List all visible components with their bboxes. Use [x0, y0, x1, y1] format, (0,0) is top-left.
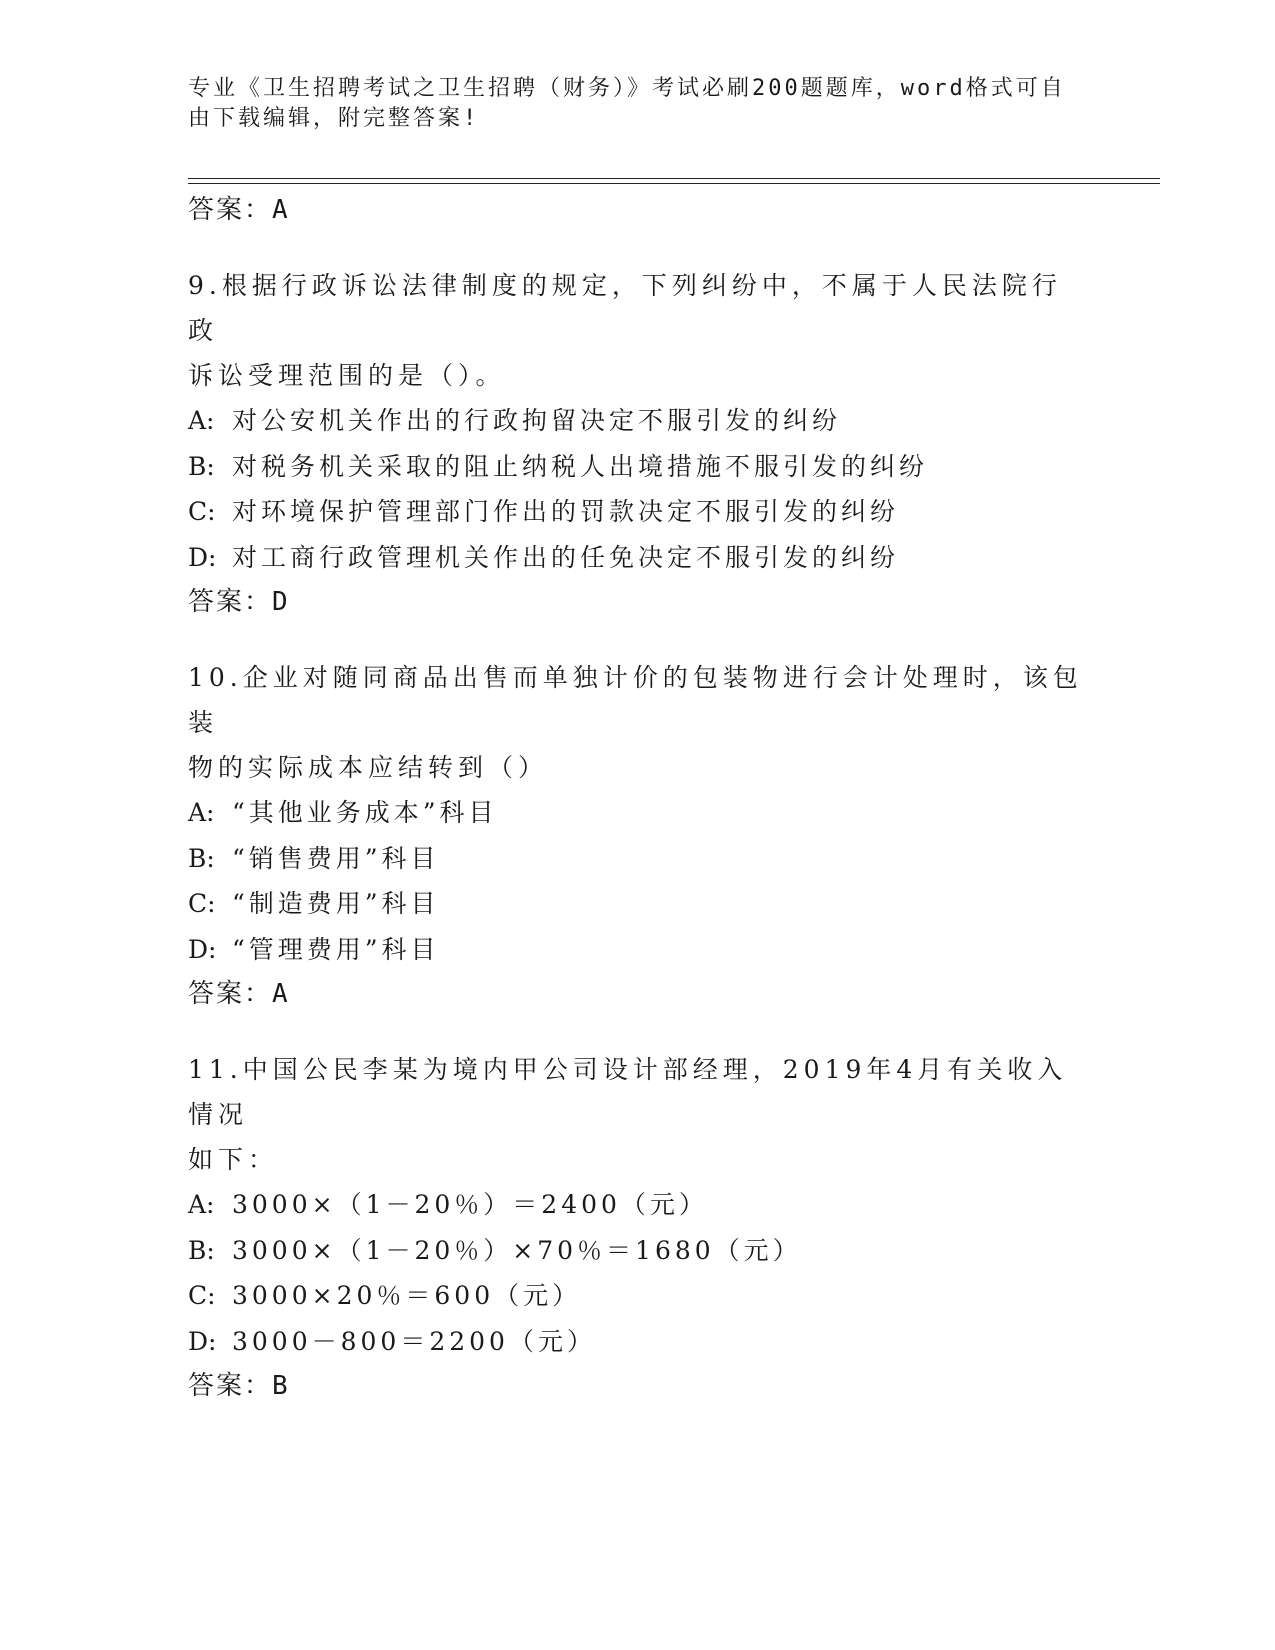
option-b — [188, 444, 1088, 490]
question-10 — [188, 655, 1088, 1017]
option-letter: A: — [188, 406, 215, 435]
question-list — [188, 188, 1088, 1409]
option-text: “管理费用”科目 — [232, 934, 440, 964]
stem-line: 如下： — [188, 1145, 279, 1174]
option-a — [188, 1182, 1088, 1228]
question-answer: 答案：A — [188, 979, 290, 1009]
option-c — [188, 881, 1088, 927]
document-header — [188, 74, 1068, 134]
stem-line: 诉讼受理范围的是（）。 — [188, 361, 506, 390]
option-text: 对税务机关采取的阻止纳税人出境措施不服引发的纠纷 — [232, 451, 929, 481]
option-letter: B: — [188, 843, 215, 873]
option-letter: C: — [188, 497, 216, 526]
header-line-2: 由下载编辑，附完整答案! — [188, 106, 480, 131]
option-d — [188, 535, 1088, 581]
option-letter: A: — [188, 798, 215, 827]
previous-answer: 答案：A — [188, 195, 290, 225]
question-9 — [188, 263, 1088, 625]
option-letter: B: — [188, 451, 215, 481]
option-b — [188, 1228, 1088, 1274]
header-divider-bottom — [188, 183, 1160, 184]
option-letter: D: — [188, 934, 217, 964]
option-a — [188, 790, 1088, 836]
question-answer: 答案：B — [188, 1371, 290, 1401]
option-letter: C: — [188, 1281, 216, 1310]
option-text: “销售费用”科目 — [232, 843, 440, 873]
question-answer: 答案：D — [188, 587, 290, 617]
option-text: 3000×（1－20％）×70％＝1680（元） — [232, 1235, 802, 1265]
option-d — [188, 1319, 1088, 1365]
option-d — [188, 927, 1088, 973]
option-letter: C: — [188, 889, 216, 918]
option-letter: A: — [188, 1190, 215, 1219]
option-letter: B: — [188, 1235, 215, 1265]
option-text: 3000－800＝2200（元） — [232, 1326, 596, 1356]
question-stem — [188, 655, 1088, 790]
header-line-1: 专业《卫生招聘考试之卫生招聘（财务）》考试必刷200题题库，word格式可自 — [188, 76, 1066, 101]
stem-line: 物的实际成本应结转到（） — [188, 753, 549, 782]
question-11 — [188, 1047, 1088, 1409]
stem-line: 11.中国公民李某为境内甲公司设计部经理，2019年4月有关收入情况 — [188, 1055, 1068, 1129]
option-a — [188, 398, 1088, 444]
option-text: “制造费用”科目 — [232, 889, 440, 918]
option-text: “其他业务成本”科目 — [232, 798, 498, 827]
question-stem — [188, 263, 1088, 398]
option-letter: D: — [188, 542, 217, 572]
stem-line: 10.企业对随同商品出售而单独计价的包装物进行会计处理时，该包装 — [188, 663, 1083, 737]
question-stem — [188, 1047, 1088, 1182]
option-b — [188, 836, 1088, 882]
option-c — [188, 1273, 1088, 1319]
option-text: 3000×20％＝600（元） — [232, 1281, 582, 1310]
option-text: 对工商行政管理机关作出的任免决定不服引发的纠纷 — [232, 542, 900, 572]
option-text: 对环境保护管理部门作出的罚款决定不服引发的纠纷 — [232, 497, 900, 526]
option-letter: D: — [188, 1326, 217, 1356]
stem-line: 9.根据行政诉讼法律制度的规定，下列纠纷中，不属于人民法院行政 — [188, 271, 1062, 345]
header-divider-top — [188, 178, 1160, 179]
option-text: 3000×（1－20％）＝2400（元） — [232, 1190, 708, 1219]
option-c — [188, 489, 1088, 535]
option-text: 对公安机关作出的行政拘留决定不服引发的纠纷 — [232, 406, 842, 435]
